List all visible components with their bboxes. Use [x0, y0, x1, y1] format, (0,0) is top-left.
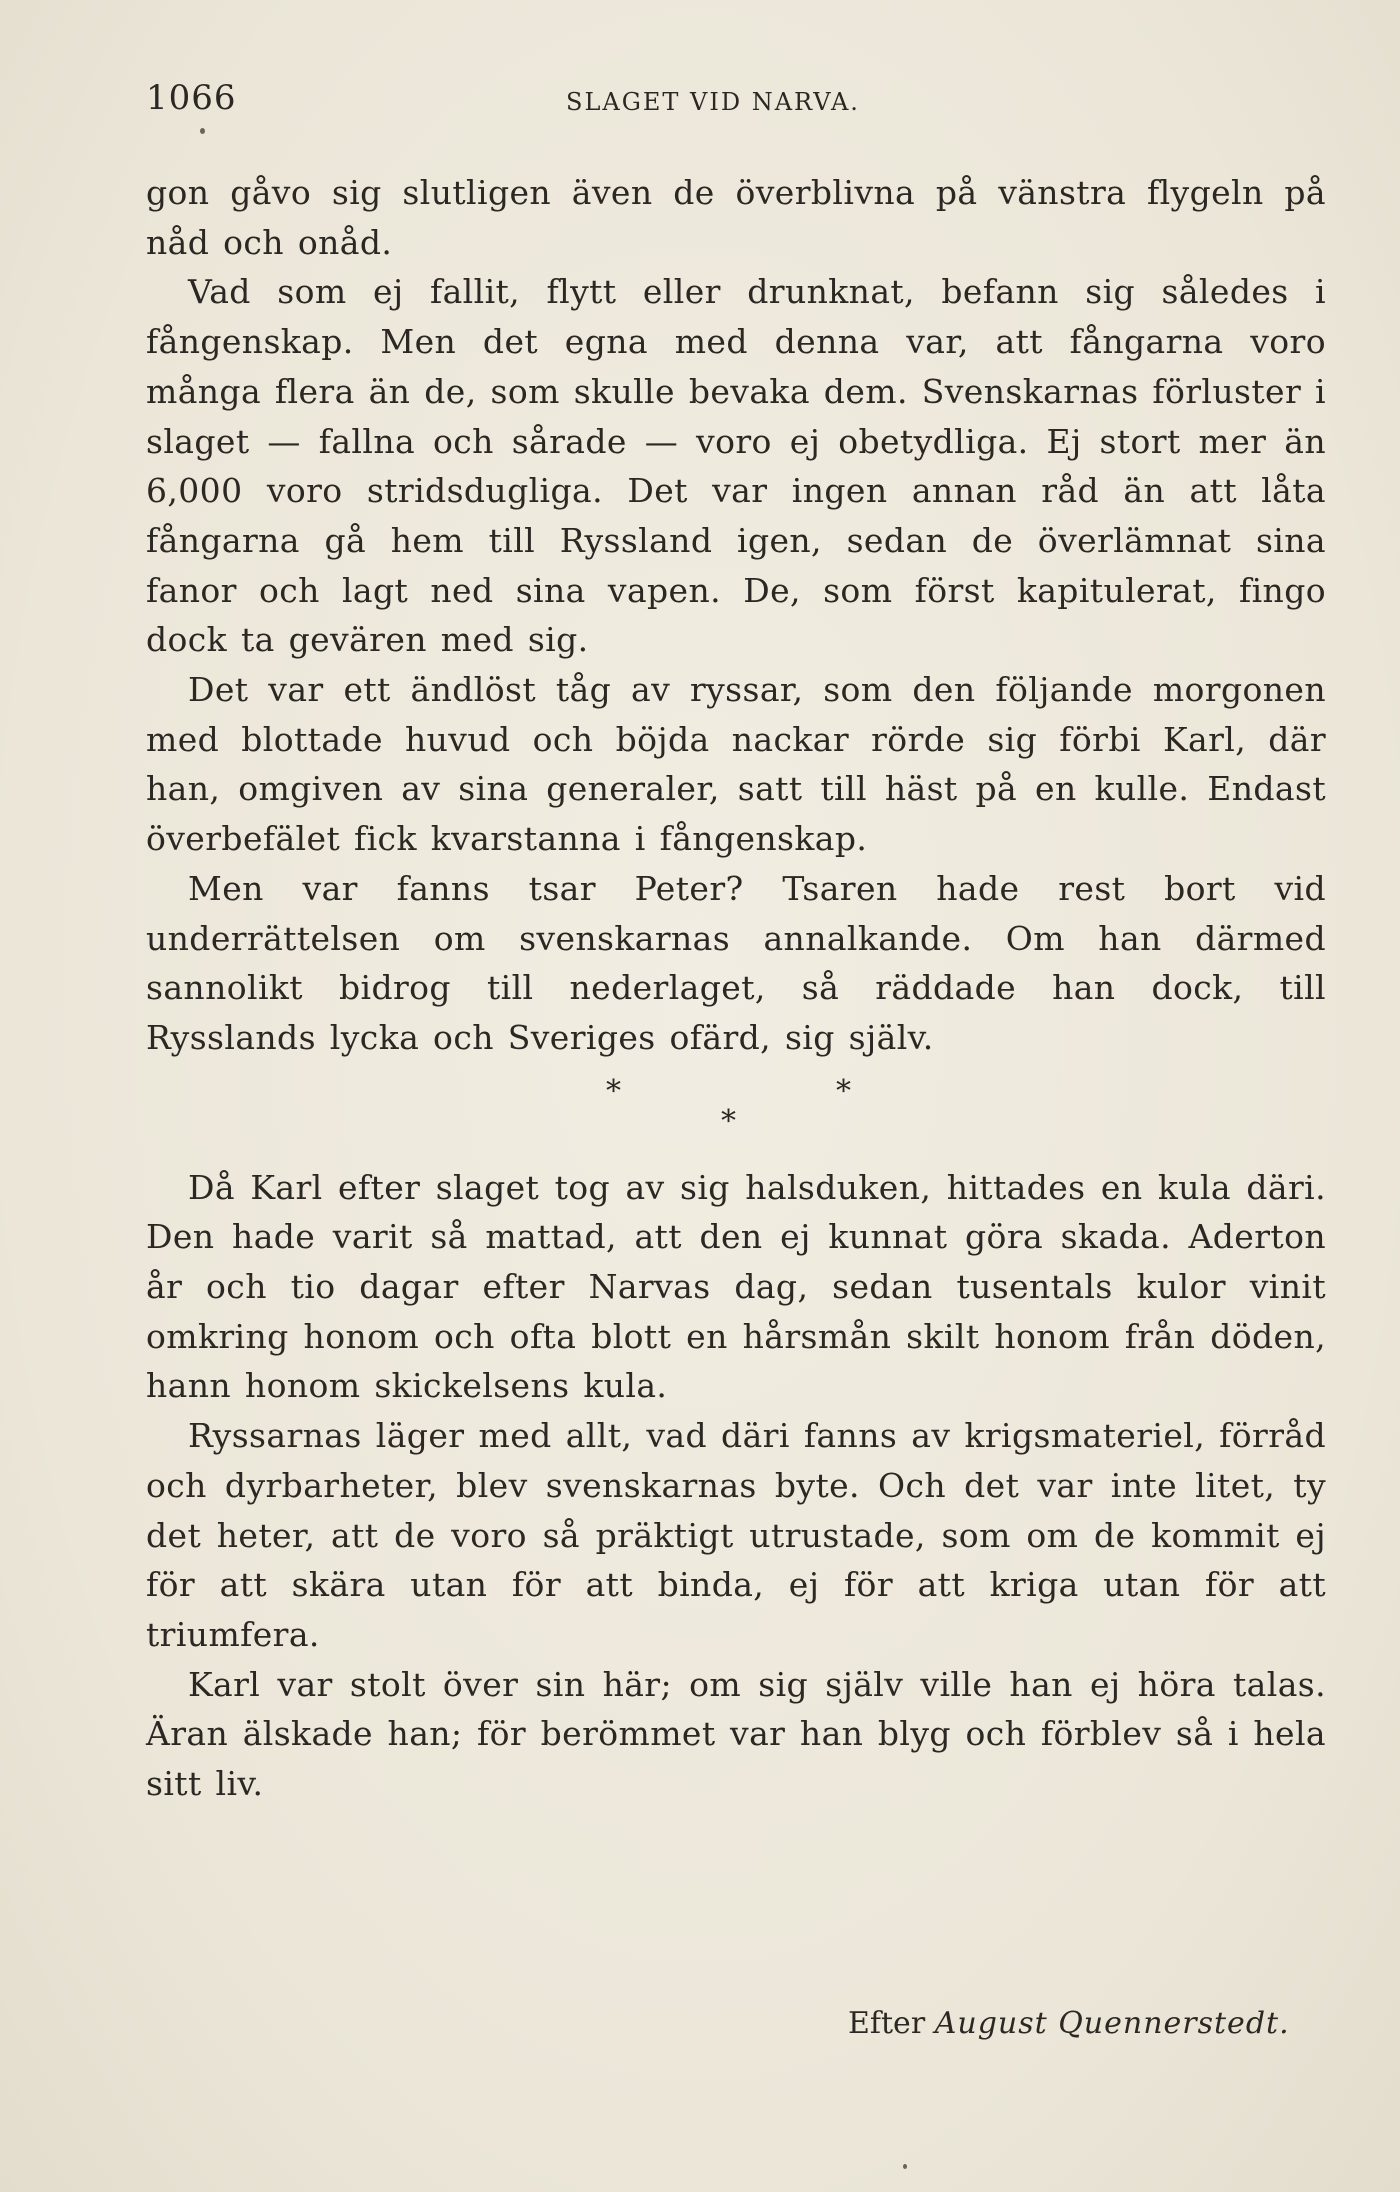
asterisk-left: *: [606, 1073, 621, 1109]
print-speck: [200, 128, 205, 134]
paragraph-7: Karl var stolt över sin här; om sig själv ville han ej höra talas. Äran älskade han; för berömmet var han blyg och förblev så i hela sitt liv.: [146, 1664, 1326, 1804]
section-break: [146, 1073, 1326, 1155]
paragraph-6: Ryssarnas läger med allt, vad däri fanns av krigsmateriel, förråd och dyrbarheter, blev svenskarnas byte. Och det var inte litet, ty det heter, att de voro så präktigt utrustade, som om de kommit ej för att skära utan för att binda, ej för att kriga utan för att triumfera.: [146, 1416, 1326, 1654]
paragraph-1: gon gåvo sig slutligen även de överblivna på vänstra flygeln på nåd och onåd.: [146, 173, 1326, 262]
print-speck: [903, 2164, 907, 2169]
asterisk-right: *: [836, 1073, 851, 1109]
page-header: [146, 78, 1326, 138]
asterisk-bottom: *: [721, 1103, 736, 1139]
running-title: SLAGET VID NARVA.: [566, 88, 860, 116]
paragraph-5: Då Karl efter slaget tog av sig halsduken, hittades en kula däri. Den hade varit så mattad, att den ej kunnat göra skada. Aderton år och tio dagar efter Narvas dag, sedan tusentals kulor vinit omkring honom och ofta blott en hårsmån skilt honom från döden, hann honom skickelsens kula.: [146, 1167, 1326, 1406]
text-column: [146, 168, 1326, 1809]
attribution: [848, 2006, 1290, 2041]
paragraph-3: Det var ett ändlöst tåg av ryssar, som den följande morgonen med blottade huvud och böjda nackar rörde sig förbi Karl, där han, omgiven av sina generaler, satt till häst på en kulle. Endast överbefälet fick kvarstanna i fångenskap.: [146, 670, 1326, 859]
paragraph-4: Men var fanns tsar Peter? Tsaren hade rest bort vid underrättelsen om svenskarnas annalkande. Om han därmed sannolikt bidrog till nederlaget, så räddade han dock, till Rysslands lycka och Sveriges ofärd, sig själv.: [146, 868, 1326, 1057]
attribution-prefix: Efter: [848, 2006, 926, 2041]
paragraph-2: Vad som ej fallit, flytt eller drunknat, befann sig således i fångenskap. Men det egna med denna var, att fångarna voro många flera än de, som skulle bevaka dem. Svenskarnas förluster i slaget — fallna och sårade — voro ej obetydliga. Ej stort mer än 6,000 voro stridsdugliga. Det var ingen annan råd än att låta fångarna gå hem till Ryssland igen, sedan de överlämnat sina fanor och lagt ned sina vapen. De, som först kapitulerat, fingo dock ta gevären med sig.: [146, 272, 1326, 660]
page-number: 1066: [146, 78, 237, 118]
attribution-author: August Quennerstedt.: [934, 2006, 1290, 2041]
